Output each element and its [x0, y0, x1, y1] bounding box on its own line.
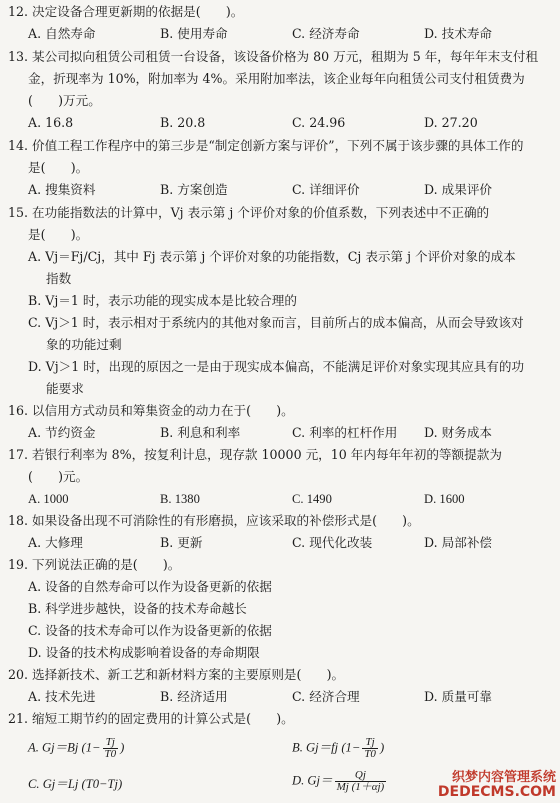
q20-option-a: A. 技术先进	[28, 689, 96, 704]
q21-a-fraction	[103, 737, 119, 760]
q15-option-c-line-2: 象的功能过剩	[46, 337, 122, 352]
question-14-stem-2: 是( )。	[28, 160, 89, 175]
q16-option-d: D. 财务成本	[424, 425, 493, 440]
q18-option-a: A. 大修理	[28, 535, 83, 550]
question-17-stem-2: ( )元。	[28, 469, 89, 484]
question-14-stem-1: 14. 价值工程工作程序中的第三步是“制定创新方案与评价”，下列不属于该步骤的具体工作的	[8, 138, 524, 153]
question-18-stem: 18. 如果设备出现不可消除性的有形磨损，应该采取的补偿形式是( )。	[8, 513, 420, 528]
q15-option-a-line-1: A. Vj＝Fj/Cj，其中 Fj 表示第 j 个评价对象的功能指数，Cj 表示第 j 个评价对象的成本	[28, 249, 516, 264]
question-15-stem-2: 是( )。	[28, 227, 89, 242]
q15-option-a-line-2: 指数	[46, 271, 72, 286]
question-19-stem: 19. 下列说法正确的是( )。	[8, 557, 181, 572]
q16-option-c: C. 利率的杠杆作用	[292, 425, 398, 440]
q14-option-a: A. 搜集资料	[28, 182, 96, 197]
q14-option-d: D. 成果评价	[424, 182, 493, 197]
q18-option-b: B. 更新	[160, 535, 203, 550]
question-12-stem: 12. 决定设备合理更新期的依据是( )。	[8, 4, 244, 19]
watermark-domain: DEDECMS.COM	[437, 784, 556, 800]
question-15-stem-1: 15. 在功能指数法的计算中，Vj 表示第 j 个评价对象的价值系数，下列表述中不正确的	[8, 205, 490, 220]
q21-d-numerator: Qj	[335, 770, 387, 782]
q14-option-c: C. 详细评价	[292, 182, 360, 197]
q15-option-d-line-2: 能要求	[46, 381, 84, 396]
dedecms-watermark	[438, 770, 556, 800]
q19-option-b: B. 科学进步越快，设备的技术寿命越长	[28, 601, 247, 616]
q12-option-a: A. 自然寿命	[28, 26, 96, 41]
q16-option-a: A. 节约资金	[28, 425, 96, 440]
q21-option-b	[292, 737, 384, 760]
q14-option-b: B. 方案创造	[160, 182, 228, 197]
q19-option-a: A. 设备的自然寿命可以作为设备更新的依据	[28, 579, 272, 594]
q13-option-d: D. 27.20	[424, 115, 478, 130]
q21-d-fraction	[335, 770, 387, 793]
q20-option-b: B. 经济适用	[160, 689, 228, 704]
question-13-stem-1: 13. 某公司拟向租赁公司租赁一台设备，该设备价格为 80 万元，租期为 5 年，每年年末支付租	[8, 49, 539, 64]
question-16-stem: 16. 以信用方式动员和筹集资金的动力在于( )。	[8, 403, 294, 418]
q21-a-prefix: A. Gj＝Bj (1−	[28, 740, 101, 755]
q16-option-b: B. 利息和利率	[160, 425, 241, 440]
q21-b-prefix: B. Gj＝fj (1−	[292, 740, 361, 755]
watermark-title: 织梦内容管理系统	[451, 770, 556, 785]
q21-option-a	[28, 737, 124, 760]
q21-a-numerator: Tj	[103, 737, 119, 749]
q17-option-c: C. 1490	[292, 492, 332, 506]
question-13-stem-2: 金，折现率为 10%，附加率为 4%。采用附加率法，该企业每年向租赁公司支付租赁费为	[28, 71, 525, 86]
question-21-stem: 21. 缩短工期节约的固定费用的计算公式是( )。	[8, 711, 294, 726]
q18-option-d: D. 局部补偿	[424, 535, 493, 550]
q15-option-c-line-1: C. Vj＞1 时，表示相对于系统内的其他对象而言，目前所占的成本偏高，从而会导致该对	[28, 315, 524, 330]
q19-option-c: C. 设备的技术寿命可以作为设备更新的依据	[28, 623, 272, 638]
q21-b-fraction	[362, 737, 378, 760]
q12-option-c: C. 经济寿命	[292, 26, 360, 41]
q20-option-c: C. 经济合理	[292, 689, 360, 704]
q12-option-d: D. 技术寿命	[424, 26, 493, 41]
q13-option-b: B. 20.8	[160, 115, 206, 130]
q13-option-c: C. 24.96	[292, 115, 346, 130]
q15-option-b: B. Vj＝1 时，表示功能的现实成本是比较合理的	[28, 293, 297, 308]
q20-option-d: D. 质量可靠	[424, 689, 493, 704]
q17-option-d: D. 1600	[424, 492, 465, 506]
q17-option-a: A. 1000	[28, 492, 69, 506]
q18-option-c: C. 现代化改装	[292, 535, 373, 550]
q17-option-b: B. 1380	[160, 492, 200, 506]
q21-d-prefix: D. Gj＝	[292, 773, 333, 788]
q19-option-d: D. 设备的技术构成影响着设备的寿命期限	[28, 645, 260, 660]
q21-option-c: C. Gj＝Lj (T0−Tj)	[28, 777, 123, 791]
q12-option-b: B. 使用寿命	[160, 26, 228, 41]
q21-b-suffix: )	[379, 740, 385, 755]
q15-option-d-line-1: D. Vj＞1 时，出现的原因之一是由于现实成本偏高，不能满足评价对象实现其应具有的功	[28, 359, 525, 374]
question-13-stem-3: ( )万元。	[28, 93, 101, 108]
q21-option-d	[292, 770, 388, 793]
q21-a-suffix: )	[120, 740, 125, 755]
q21-a-denominator: T0	[104, 748, 117, 760]
q21-b-numerator: Tj	[362, 737, 378, 749]
q21-b-denominator: T0	[364, 748, 376, 760]
question-20-stem: 20. 选择新技术、新工艺和新材料方案的主要原则是( )。	[8, 667, 345, 682]
q21-d-denominator: Mj (1＋αj)	[336, 781, 385, 793]
q13-option-a: A. 16.8	[28, 115, 74, 130]
question-17-stem-1: 17. 若银行利率为 8%，按复利计息，现存款 10000 元，10 年内每年年初的等额提款为	[8, 447, 502, 462]
